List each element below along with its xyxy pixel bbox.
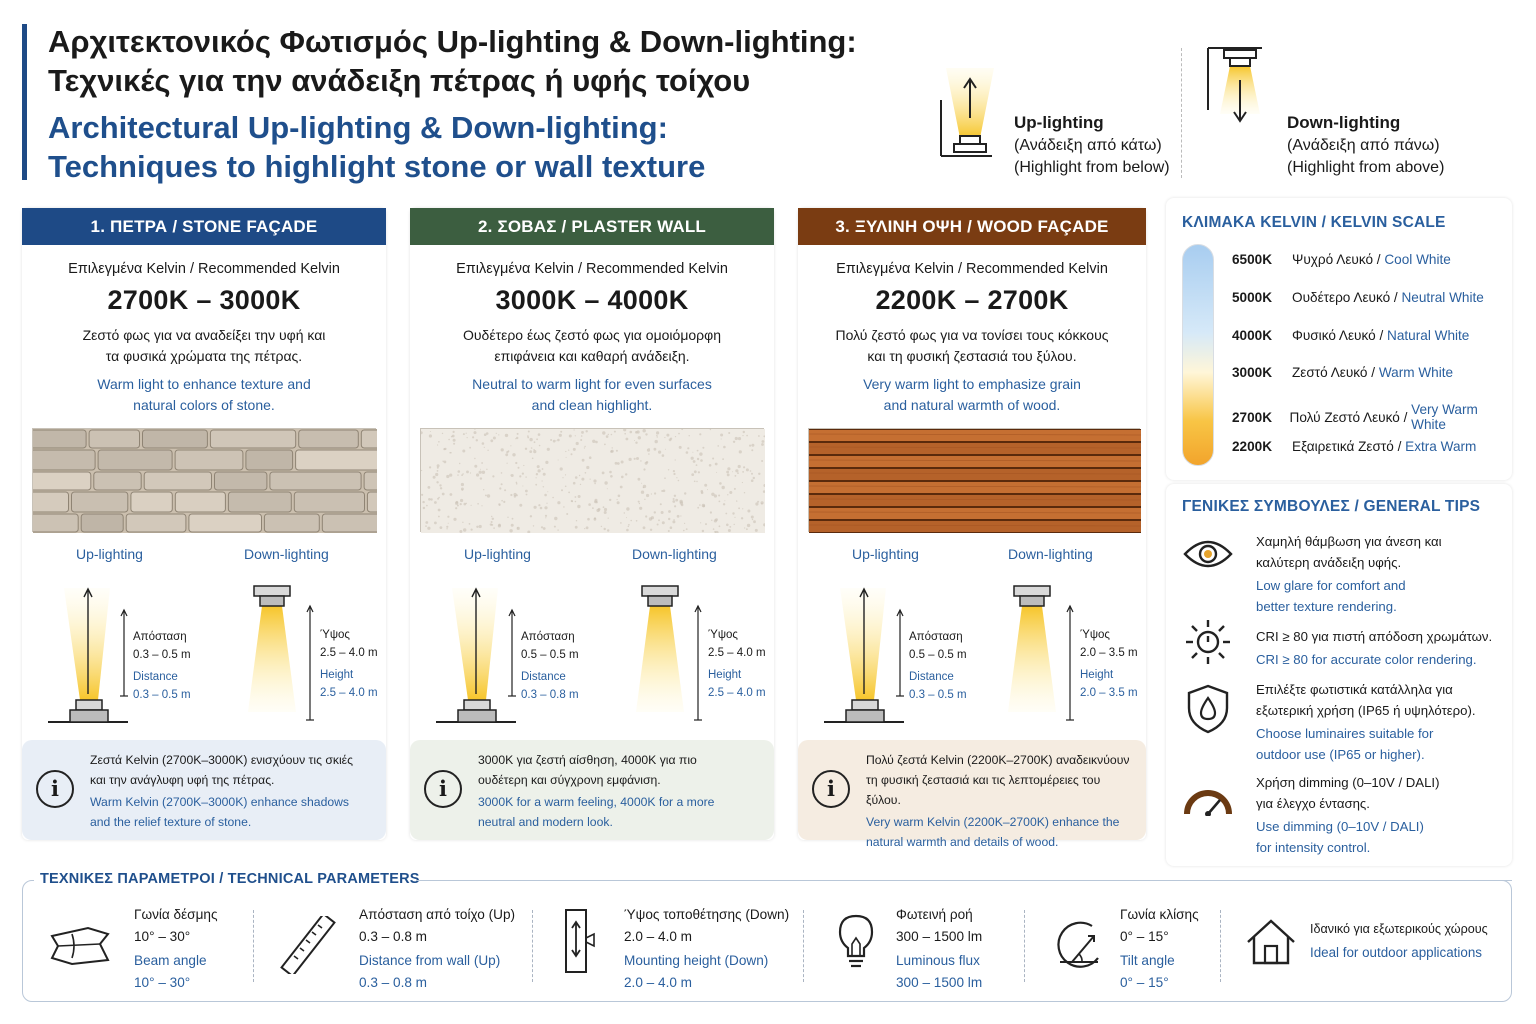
- kelvin-scale-panel: [1166, 198, 1512, 480]
- kelvin-greek-name: Πολύ Ζεστό Λευκό /: [1289, 409, 1412, 425]
- tip-glare-en-1: Low glare for comfort and: [1256, 578, 1406, 593]
- eye-icon: [1182, 536, 1234, 572]
- kelvin-english-name: Natural White: [1387, 328, 1470, 343]
- card-note-english-2: and the relief texture of stone.: [90, 815, 252, 829]
- dimension-line: [118, 608, 130, 698]
- ruler-icon: [280, 916, 336, 974]
- tip-cri: [1256, 627, 1492, 670]
- card-description-english: [410, 374, 774, 416]
- recommended-kelvin-label: Επιλεγμένα Kelvin / Recommended Kelvin: [836, 261, 1108, 277]
- card-description-greek-2: και τη φυσική ζεστασιά του ξύλου.: [867, 348, 1077, 364]
- param-outdoor-en: Ideal for outdoor applications: [1310, 945, 1482, 960]
- tip-ip65-gr-2: εξωτερική χρήση (IP65 ή υψηλότερο).: [1256, 702, 1476, 718]
- param-mounting-height-en: Mounting height (Down): [624, 953, 769, 968]
- downlight-height-en-val: 2.5 – 4.0 m: [320, 687, 378, 699]
- uplight-distance-gr: Απόσταση: [909, 631, 963, 643]
- dimension-line: [506, 608, 518, 698]
- card-info-note: [798, 740, 1146, 849]
- bulb-icon: [836, 914, 876, 968]
- uplight-distance-gr: Απόσταση: [133, 631, 187, 643]
- param-outdoor: [1310, 918, 1488, 964]
- dimmer-gauge-icon: [1182, 782, 1234, 816]
- card-note-english-1: Warm Kelvin (2700K–3000K) enhance shadows: [90, 795, 350, 809]
- param-title-rule: [416, 880, 1512, 881]
- downlight-height-en: Height: [1080, 669, 1114, 681]
- downlight-height-annotation: [320, 626, 378, 702]
- uplight-distance-annotation: [133, 628, 191, 704]
- tip-ip65-en-1: Choose luminaires suitable for: [1256, 726, 1434, 741]
- tip-dimming-gr-1: Χρήση dimming (0–10V / DALI): [1256, 775, 1440, 790]
- downlight-height-gr-val: 2.5 – 4.0 m: [708, 647, 766, 659]
- param-beam-angle-gr-val: 10° – 30°: [134, 929, 191, 944]
- tip-glare: [1256, 532, 1442, 617]
- downlight-height-en-val: 2.5 – 4.0 m: [708, 687, 766, 699]
- param-luminous-flux-en-val: 300 – 1500 lm: [896, 975, 983, 990]
- tip-cri-gr: CRI ≥ 80 για πιστή απόδοση χρωμάτων.: [1256, 629, 1493, 644]
- tip-dimming-en-1: Use dimming (0–10V / DALI): [1256, 819, 1424, 834]
- param-separator: [532, 910, 533, 982]
- info-icon: i: [36, 770, 74, 808]
- param-beam-angle-en-val: 10° – 30°: [134, 975, 191, 990]
- beam-angle-icon: [48, 924, 112, 968]
- kelvin-english-name: Very Warm White: [1411, 402, 1478, 432]
- card-header: 2. ΣΟΒΑΣ / PLASTER WALL: [410, 208, 774, 245]
- title-english-line-1: Architectural Up-lighting & Down-lighting:: [48, 110, 668, 145]
- card-note-english-1: 3000K for a warm feeling, 4000K for a more: [478, 795, 715, 809]
- kelvin-value: 4000K: [1232, 328, 1273, 343]
- dimension-line: [894, 608, 906, 698]
- title-greek-line-2: Τεχνικές για την ανάδειξη πέτρας ή υφής τοίχου: [48, 63, 751, 98]
- uplight-icon: [932, 60, 1012, 160]
- param-outdoor-gr: Ιδανικό για εξωτερικούς χώρους: [1310, 922, 1488, 936]
- kelvin-value: 5000K: [1232, 290, 1273, 305]
- card-description-greek-1: Ουδέτερο έως ζεστό φως για ομοιόμορφη: [462, 327, 721, 343]
- param-mounting-height-gr-val: 2.0 – 4.0 m: [624, 929, 693, 944]
- plaster-texture-image: [421, 429, 765, 533]
- uplight-distance-en-val: 0.3 – 0.8 m: [521, 689, 579, 701]
- param-separator: [1024, 910, 1025, 982]
- tip-ip65: [1256, 680, 1476, 765]
- card-description-greek-1: Πολύ ζεστό φως για να τονίσει τους κόκκους: [835, 327, 1109, 343]
- kelvin-row: [1232, 252, 1451, 267]
- downlighting-sublabel: Down-lighting: [1008, 546, 1093, 562]
- param-mounting-height: [624, 904, 789, 994]
- tip-glare-gr-1: Χαμηλή θάμβωση για άνεση και: [1256, 534, 1442, 549]
- param-mounting-height-en-val: 2.0 – 4.0 m: [624, 975, 693, 990]
- kelvin-row: [1232, 328, 1469, 343]
- downlight-icon: [1198, 44, 1270, 130]
- param-tilt-angle-gr-val: 0° – 15°: [1120, 929, 1169, 944]
- title-accent-bar: [22, 24, 27, 180]
- card-description-greek: [410, 325, 774, 367]
- downlight-fixture-diagram: [632, 584, 688, 714]
- param-distance-wall-gr-val: 0.3 – 0.8 m: [359, 929, 428, 944]
- downlight-height-en-val: 2.0 – 3.5 m: [1080, 687, 1138, 699]
- param-separator: [253, 910, 254, 982]
- kelvin-gradient-bar: [1182, 244, 1214, 466]
- kelvin-greek-name: Ουδέτερο Λευκό /: [1292, 290, 1402, 305]
- kelvin-row: [1232, 402, 1512, 432]
- material-texture: [420, 428, 764, 532]
- kelvin-english-name: Cool White: [1384, 252, 1451, 267]
- mounting-height-icon: [562, 908, 598, 974]
- wood-texture-image: [809, 429, 1141, 533]
- header-downlight-english: (Highlight from above): [1287, 159, 1445, 176]
- house-icon: [1246, 918, 1296, 966]
- card-note-greek-2: ουδέτερη και σύγχρονη εμφάνιση.: [478, 773, 661, 787]
- kelvin-value: 6500K: [1232, 252, 1273, 267]
- param-tilt-angle-en-val: 0° – 15°: [1120, 975, 1169, 990]
- downlight-height-gr: Ύψος: [1080, 629, 1110, 641]
- kelvin-row: [1232, 290, 1484, 305]
- kelvin-english-name: Neutral White: [1401, 290, 1484, 305]
- param-tilt-angle-en: Tilt angle: [1120, 953, 1175, 968]
- page-title: [48, 22, 857, 186]
- param-separator: [803, 910, 804, 982]
- header-downlight-label: Down-lighting: [1287, 113, 1401, 132]
- uplight-distance-en-val: 0.3 – 0.5 m: [133, 689, 191, 701]
- downlight-height-annotation: [1080, 626, 1138, 702]
- param-distance-wall: [359, 904, 515, 994]
- kelvin-value: 2200K: [1232, 439, 1273, 454]
- card-header: 3. ΞΥΛΙΝΗ ΟΨΗ / WOOD FAÇADE: [798, 208, 1146, 245]
- tip-glare-en-2: better texture rendering.: [1256, 598, 1397, 614]
- card-description-english-2: natural colors of stone.: [133, 397, 275, 413]
- dimension-line: [304, 604, 316, 722]
- downlighting-sublabel: Down-lighting: [632, 546, 717, 562]
- tip-cri-en: CRI ≥ 80 for accurate color rendering.: [1256, 651, 1477, 667]
- card-description-english-1: Neutral to warm light for even surfaces: [472, 376, 712, 392]
- param-tilt-angle: [1120, 904, 1199, 994]
- downlight-height-gr: Ύψος: [708, 629, 738, 641]
- param-distance-wall-gr: Απόσταση από τοίχο (Up): [359, 907, 516, 922]
- recommended-kelvin-label: Επιλεγμένα Kelvin / Recommended Kelvin: [456, 261, 728, 277]
- card-note-greek-1: Ζεστά Kelvin (2700K–3000K) ενισχύουν τις σκιές: [90, 753, 353, 767]
- header-downlight-greek: (Ανάδειξη από πάνω): [1287, 137, 1440, 154]
- kelvin-greek-name: Εξαιρετικά Ζεστό /: [1292, 439, 1406, 454]
- kelvin-row: [1232, 365, 1453, 380]
- material-texture: [32, 428, 376, 532]
- recommended-kelvin-label: Επιλεγμένα Kelvin / Recommended Kelvin: [68, 261, 340, 277]
- card-description-greek-2: επιφάνεια και καθαρή ανάδειξη.: [494, 348, 690, 364]
- card-description-english-1: Very warm light to emphasize grain: [863, 376, 1081, 392]
- card-note-greek-2: τη φυσική ζεστασιά και τις λεπτομέρειες του ξύλου.: [866, 773, 1101, 807]
- tip-dimming-en-2: for intensity control.: [1256, 839, 1371, 855]
- uplight-distance-gr: Απόσταση: [521, 631, 575, 643]
- downlight-fixture-diagram: [1004, 584, 1060, 714]
- info-icon: i: [812, 770, 850, 808]
- kelvin-range: 3000K – 4000K: [495, 285, 689, 315]
- card-description-greek: [22, 325, 386, 367]
- info-icon: i: [424, 770, 462, 808]
- param-separator: [1220, 910, 1221, 982]
- uplight-distance-gr-val: 0.5 – 0.5 m: [909, 649, 967, 661]
- downlight-height-en: Height: [708, 669, 742, 681]
- card-description-english: [798, 374, 1146, 416]
- param-beam-angle-en: Beam angle: [134, 953, 207, 968]
- material-texture: [808, 428, 1140, 532]
- param-distance-wall-en-val: 0.3 – 0.8 m: [359, 975, 428, 990]
- general-tips-panel: [1166, 484, 1512, 866]
- downlight-height-en: Height: [320, 669, 354, 681]
- card-note-greek-2: και την ανάγλυφη υφή της πέτρας.: [90, 773, 275, 787]
- param-beam-angle: [134, 904, 218, 994]
- param-mounting-height-gr: Ύψος τοποθέτησης (Down): [624, 907, 790, 922]
- card-description-english-2: and clean highlight.: [531, 397, 653, 413]
- card-header: 1. ΠΕΤΡΑ / STONE FAÇADE: [22, 208, 386, 245]
- tip-dimming: [1256, 773, 1440, 858]
- uplight-distance-annotation: [909, 628, 967, 704]
- kelvin-range: 2200K – 2700K: [875, 285, 1069, 315]
- param-tilt-angle-gr: Γωνία κλίσης: [1120, 907, 1199, 922]
- dimension-line: [692, 604, 704, 722]
- param-distance-wall-en: Distance from wall (Up): [359, 953, 501, 968]
- title-greek-line-1: Αρχιτεκτονικός Φωτισμός Up-lighting & Down-lighting:: [48, 24, 857, 59]
- stone-texture-image: [33, 429, 377, 533]
- kelvin-value: 2700K: [1232, 409, 1273, 425]
- kelvin-row: [1232, 439, 1476, 454]
- kelvin-greek-name: Φυσικό Λευκό /: [1292, 328, 1388, 343]
- downlight-fixture-diagram: [244, 584, 300, 714]
- material-card: [410, 208, 774, 840]
- card-info-note: [22, 740, 386, 840]
- kelvin-scale-title: ΚΛΙΜΑΚΑ KELVIN / KELVIN SCALE: [1182, 214, 1446, 231]
- downlight-height-gr-val: 2.5 – 4.0 m: [320, 647, 378, 659]
- tilt-angle-icon: [1052, 918, 1104, 970]
- header-uplight-greek: (Ανάδειξη από κάτω): [1014, 137, 1162, 154]
- card-info-note: [410, 740, 774, 840]
- uplight-distance-gr-val: 0.3 – 0.5 m: [133, 649, 191, 661]
- downlight-height-annotation: [708, 626, 766, 702]
- card-description-greek-2: τα φυσικά χρώματα της πέτρας.: [105, 348, 303, 364]
- uplight-distance-gr-val: 0.5 – 0.5 m: [521, 649, 579, 661]
- kelvin-english-name: Warm White: [1378, 365, 1454, 380]
- title-english-line-2: Techniques to highlight stone or wall texture: [48, 149, 706, 184]
- tip-ip65-en-2: outdoor use (IP65 or higher).: [1256, 746, 1425, 762]
- general-tips-title: ΓΕΝΙΚΕΣ ΣΥΜΒΟΥΛΕΣ / GENERAL TIPS: [1182, 498, 1481, 515]
- uplighting-sublabel: Up-lighting: [76, 546, 143, 562]
- param-luminous-flux-gr: Φωτεινή ροή: [896, 907, 973, 922]
- tip-dimming-gr-2: για έλεγχο έντασης.: [1256, 795, 1370, 811]
- downlight-height-gr-val: 2.0 – 3.5 m: [1080, 647, 1138, 659]
- uplight-distance-en-val: 0.3 – 0.5 m: [909, 689, 967, 701]
- downlighting-sublabel: Down-lighting: [244, 546, 329, 562]
- shield-drop-icon: [1186, 684, 1230, 734]
- tip-ip65-gr-1: Επιλέξτε φωτιστικά κατάλληλα για: [1256, 682, 1453, 697]
- header-uplight-label: Up-lighting: [1014, 113, 1104, 132]
- dimension-line: [1064, 604, 1076, 722]
- uplighting-sublabel: Up-lighting: [464, 546, 531, 562]
- card-note-english-2: neutral and modern look.: [478, 815, 613, 829]
- kelvin-greek-name: Ψυχρό Λευκό /: [1292, 252, 1385, 267]
- header-uplight-english: (Highlight from below): [1014, 159, 1170, 176]
- card-description-english-1: Warm light to enhance texture and: [97, 376, 311, 392]
- uplighting-sublabel: Up-lighting: [852, 546, 919, 562]
- material-card: [798, 208, 1146, 849]
- sun-icon: [1184, 618, 1232, 666]
- param-luminous-flux-gr-val: 300 – 1500 lm: [896, 929, 983, 944]
- header-uplight-legend: [1014, 112, 1170, 179]
- kelvin-value: 3000K: [1232, 365, 1273, 380]
- uplight-distance-annotation: [521, 628, 579, 704]
- card-note-greek-1: 3000K για ζεστή αίσθηση, 4000K για πιο: [478, 753, 697, 767]
- tip-glare-gr-2: καλύτερη ανάδειξη υφής.: [1256, 554, 1402, 570]
- param-luminous-flux: [896, 904, 982, 994]
- card-description-greek: [798, 325, 1146, 367]
- card-note-english-1: Very warm Kelvin (2200K–2700K) enhance the: [866, 815, 1120, 829]
- header-downlight-legend: [1287, 112, 1444, 179]
- param-beam-angle-gr: Γωνία δέσμης: [134, 907, 218, 922]
- card-note-english-2: natural warmth and details of wood.: [866, 835, 1059, 849]
- param-luminous-flux-en: Luminous flux: [896, 953, 980, 968]
- technical-parameters-title: ΤΕΧΝΙΚΕΣ ΠΑΡΑΜΕΤΡΟΙ / TECHNICAL PARAMETERS: [34, 871, 428, 887]
- material-card: [22, 208, 386, 840]
- card-description-english: [22, 374, 386, 416]
- card-note-greek-1: Πολύ ζεστά Kelvin (2200K–2700K) αναδεικνύουν: [866, 753, 1130, 767]
- card-description-english-2: and natural warmth of wood.: [883, 397, 1061, 413]
- downlight-height-gr: Ύψος: [320, 629, 350, 641]
- uplight-distance-en: Distance: [909, 671, 954, 683]
- kelvin-range: 2700K – 3000K: [107, 285, 301, 315]
- uplight-distance-en: Distance: [133, 671, 178, 683]
- header-divider: [1181, 48, 1182, 178]
- kelvin-english-name: Extra Warm: [1405, 439, 1477, 454]
- uplight-distance-en: Distance: [521, 671, 566, 683]
- card-description-greek-1: Ζεστό φως για να αναδείξει την υφή και: [82, 327, 326, 343]
- kelvin-greek-name: Ζεστό Λευκό /: [1292, 365, 1379, 380]
